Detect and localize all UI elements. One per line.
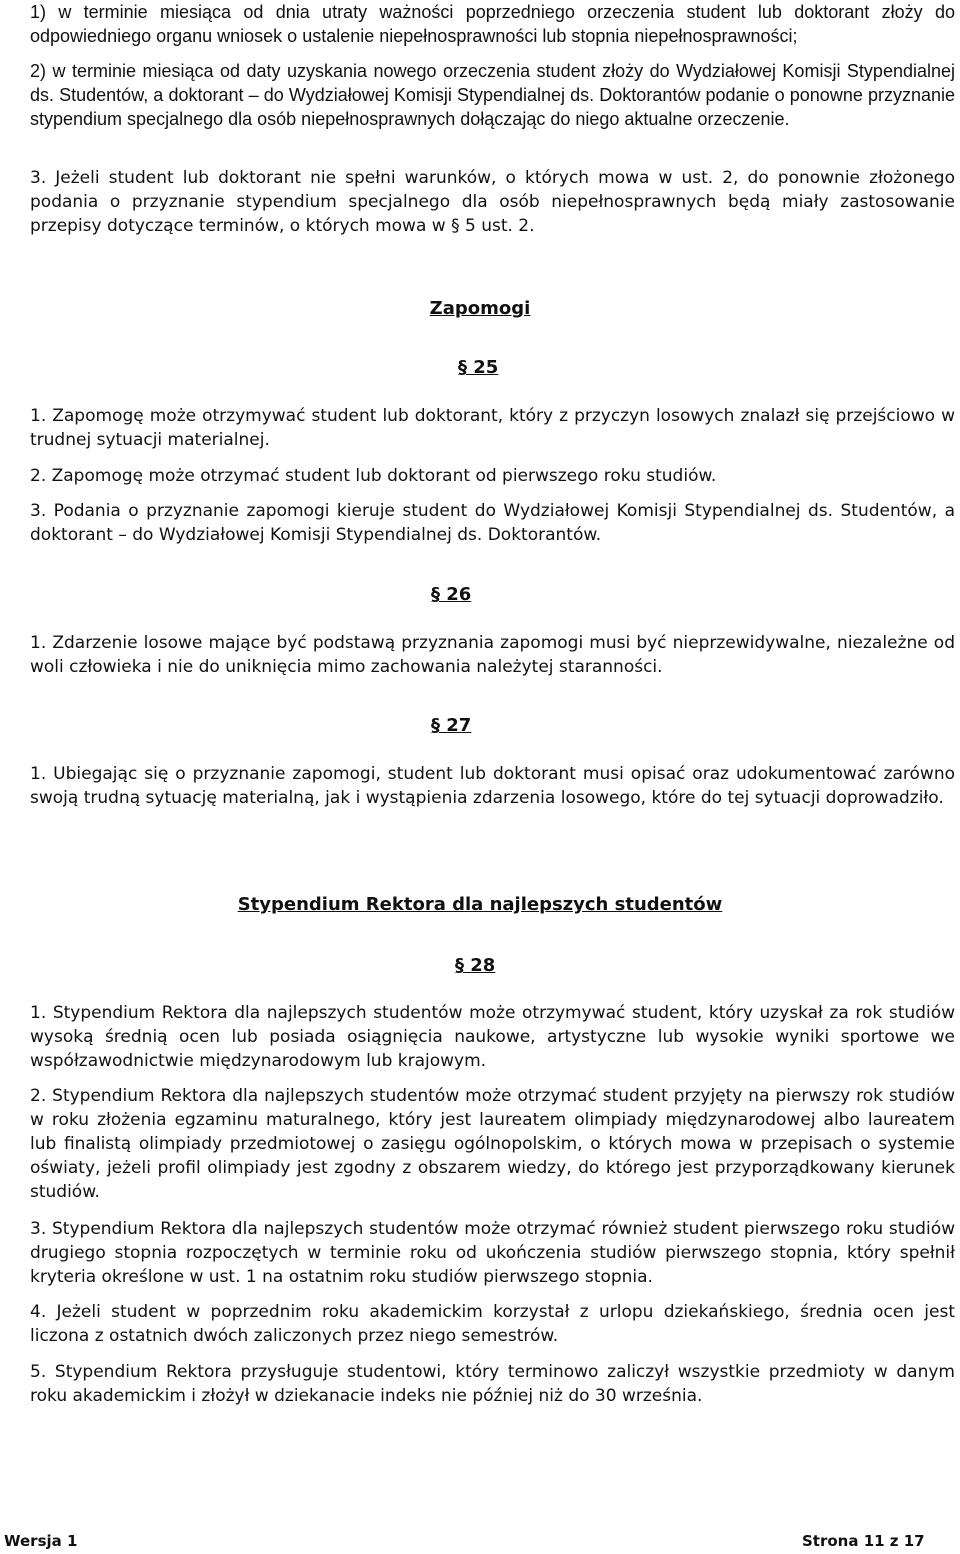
- sec28-item-2: 2. Stypendium Rektora dla najlepszych studentów może otrzymać student przyjęty na pierwszy rok studiów w roku złożenia egzaminu maturalnego, który jest laureatem olimpiady międzynarodowej albo laureatem lub finalistą olimpiady przedmiotowej o zasięgu ogólnopolskim, o których mowa w przepisach o systemie oświaty, jeżeli profil olimpiady jest zgodny z obszarem wiedzy, do którego jest przyporządkowany kierunek studiów.: [30, 1086, 955, 1202]
- section-heading-stypendium-rektora: Stypendium Rektora dla najlepszych studentów: [237, 894, 723, 915]
- sec28-item-5: 5. Stypendium Rektora przysługuje studentowi, który terminowo zaliczył wszystkie przedmioty w danym roku akademickim i złożył w dziekanacie indeks nie później niż do 30 września.: [30, 1362, 955, 1406]
- sec26-item-1: 1. Zdarzenie losowe mające być podstawą przyznania zapomogi musi być nieprzewidywalne, niezależne od woli człowieka i nie do uniknięcia mimo zachowania należytej staranności.: [30, 633, 955, 677]
- sec25-item-2: 2. Zapomogę może otrzymać student lub doktorant od pierwszego roku studiów.: [30, 466, 717, 486]
- footer-page-number: Strona 11 z 17: [802, 1532, 925, 1550]
- footer-version: Wersja 1: [4, 1532, 78, 1550]
- sec27-item-1: 1. Ubiegając się o przyznanie zapomogi, student lub doktorant musi opisać oraz udokumentować zarówno swoją trudną sytuację materialną, jak i wystąpienia zdarzenia losowego, które do tej sytuacji doprowadziło.: [30, 764, 955, 808]
- sec28-item-1: 1. Stypendium Rektora dla najlepszych studentów może otrzymywać student, który uzyskał za rok studiów wysoką średnią ocen lub posiada osiągnięcia naukowe, artystyczne lub wysokie wyniki sportowe we współzawodnictwie międzynarodowym lub krajowym.: [30, 1003, 955, 1071]
- paragraph-2: 2) w terminie miesiąca od daty uzyskania nowego orzeczenia student złoży do Wydziałowej Komisji Stypendialnej ds. Studentów, a doktorant – do Wydziałowej Komisji Stypendialnej ds. Doktorantów podanie o ponowne przyznanie stypendium specjalnego dla osób niepełnosprawnych dołączając do niego aktualne orzeczenie.: [30, 61, 955, 129]
- sec25-item-3: 3. Podania o przyznanie zapomogi kieruje student do Wydziałowej Komisji Stypendialnej ds. Studentów, a doktorant – do Wydziałowej Komisji Stypendialnej ds. Doktorantów.: [30, 501, 955, 545]
- paragraph-3: 3. Jeżeli student lub doktorant nie spełni warunków, o których mowa w ust. 2, do ponownie złożonego podania o przyznanie stypendium specjalnego dla osób niepełnosprawnych będą miały zastosowanie przepisy dotyczące terminów, o których mowa w § 5 ust. 2.: [30, 168, 955, 236]
- section-heading-zapomogi: Zapomogi: [429, 298, 531, 319]
- sec28-item-4: 4. Jeżeli student w poprzednim roku akademickim korzystał z urlopu dziekańskiego, średnia ocen jest liczona z ostatnich dwóch zaliczonych przez niego semestrów.: [30, 1302, 955, 1346]
- paragraph-mark-27: § 27: [431, 715, 472, 736]
- sec25-item-1: 1. Zapomogę może otrzymywać student lub doktorant, który z przyczyn losowych znalazł się przejściowo w trudnej sytuacji materialnej.: [30, 406, 955, 450]
- sec28-item-3: 3. Stypendium Rektora dla najlepszych studentów może otrzymać również student pierwszego roku studiów drugiego stopnia rozpoczętych w terminie roku od ukończenia studiów pierwszego stopnia, który spełnił kryteria określone w ust. 1 na ostatnim roku studiów pierwszego stopnia.: [30, 1219, 955, 1287]
- paragraph-1: 1) w terminie miesiąca od dnia utraty ważności poprzedniego orzeczenia student lub doktorant złoży do odpowiedniego organu wniosek o ustalenie niepełnosprawności lub stopnia niepełnosprawności;: [30, 2, 955, 46]
- paragraph-mark-25: § 25: [458, 357, 499, 378]
- paragraph-mark-28: § 28: [455, 955, 496, 976]
- paragraph-mark-26: § 26: [431, 584, 472, 605]
